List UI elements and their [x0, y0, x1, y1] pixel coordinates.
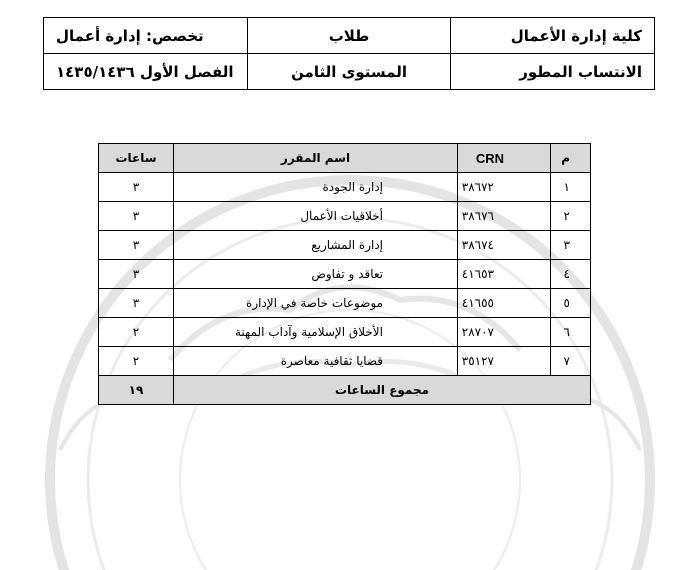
course-num: ٥	[551, 289, 591, 318]
table-row	[99, 173, 591, 202]
course-name: قضايا ثقافية معاصرة	[174, 347, 458, 376]
course-hours: ٢	[99, 318, 174, 347]
column-header-hours: ساعات	[99, 144, 174, 173]
column-header-num: م	[551, 144, 591, 173]
total-row	[99, 376, 591, 405]
course-name: الأخلاق الإسلامية وآداب المهنة	[174, 318, 458, 347]
column-header-course-name: اسم المقرر	[174, 144, 458, 173]
college-name: كلية إدارة الأعمال	[451, 18, 655, 54]
table-row	[99, 260, 591, 289]
level-label: المستوى الثامن	[247, 54, 451, 90]
course-num: ١	[551, 173, 591, 202]
table-row	[99, 202, 591, 231]
course-crn: ٤١٦٥٥	[458, 289, 551, 318]
course-hours: ٣	[99, 202, 174, 231]
program-info-row	[44, 18, 655, 54]
courses-header-row	[99, 144, 591, 173]
course-hours: ٢	[99, 347, 174, 376]
course-crn: ٣٨٦٧٤	[458, 231, 551, 260]
semester-label: الفصل الأول ١٤٣٥/١٤٣٦	[44, 54, 248, 90]
course-crn: ٤١٦٥٣	[458, 260, 551, 289]
courses-table	[98, 143, 591, 405]
course-hours: ٣	[99, 260, 174, 289]
table-row	[99, 231, 591, 260]
course-crn: ٣٨٦٧٢	[458, 173, 551, 202]
course-hours: ٣	[99, 173, 174, 202]
course-name: إدارة المشاريع	[174, 231, 458, 260]
total-hours-value: ١٩	[99, 376, 174, 405]
column-header-crn: CRN	[458, 144, 551, 173]
course-name: أخلاقيات الأعمال	[174, 202, 458, 231]
course-crn: ٣٥١٢٧	[458, 347, 551, 376]
table-row	[99, 347, 591, 376]
table-row	[99, 289, 591, 318]
course-num: ٣	[551, 231, 591, 260]
course-num: ٧	[551, 347, 591, 376]
course-crn: ٢٨٧٠٧	[458, 318, 551, 347]
course-num: ٤	[551, 260, 591, 289]
course-num: ٦	[551, 318, 591, 347]
table-row	[99, 318, 591, 347]
total-hours-label: مجموع الساعات	[174, 376, 591, 405]
course-name: إدارة الجودة	[174, 173, 458, 202]
program-info-table	[43, 17, 655, 90]
students-label: طلاب	[247, 18, 451, 54]
course-num: ٢	[551, 202, 591, 231]
program-name: الانتساب المطور	[451, 54, 655, 90]
course-name: تعاقد و تفاوض	[174, 260, 458, 289]
specialization: تخصص: إدارة أعمال	[44, 18, 248, 54]
course-hours: ٣	[99, 231, 174, 260]
course-name: موضوعات خاصة في الإدارة	[174, 289, 458, 318]
course-crn: ٣٨٦٧٦	[458, 202, 551, 231]
course-hours: ٣	[99, 289, 174, 318]
program-info-row	[44, 54, 655, 90]
